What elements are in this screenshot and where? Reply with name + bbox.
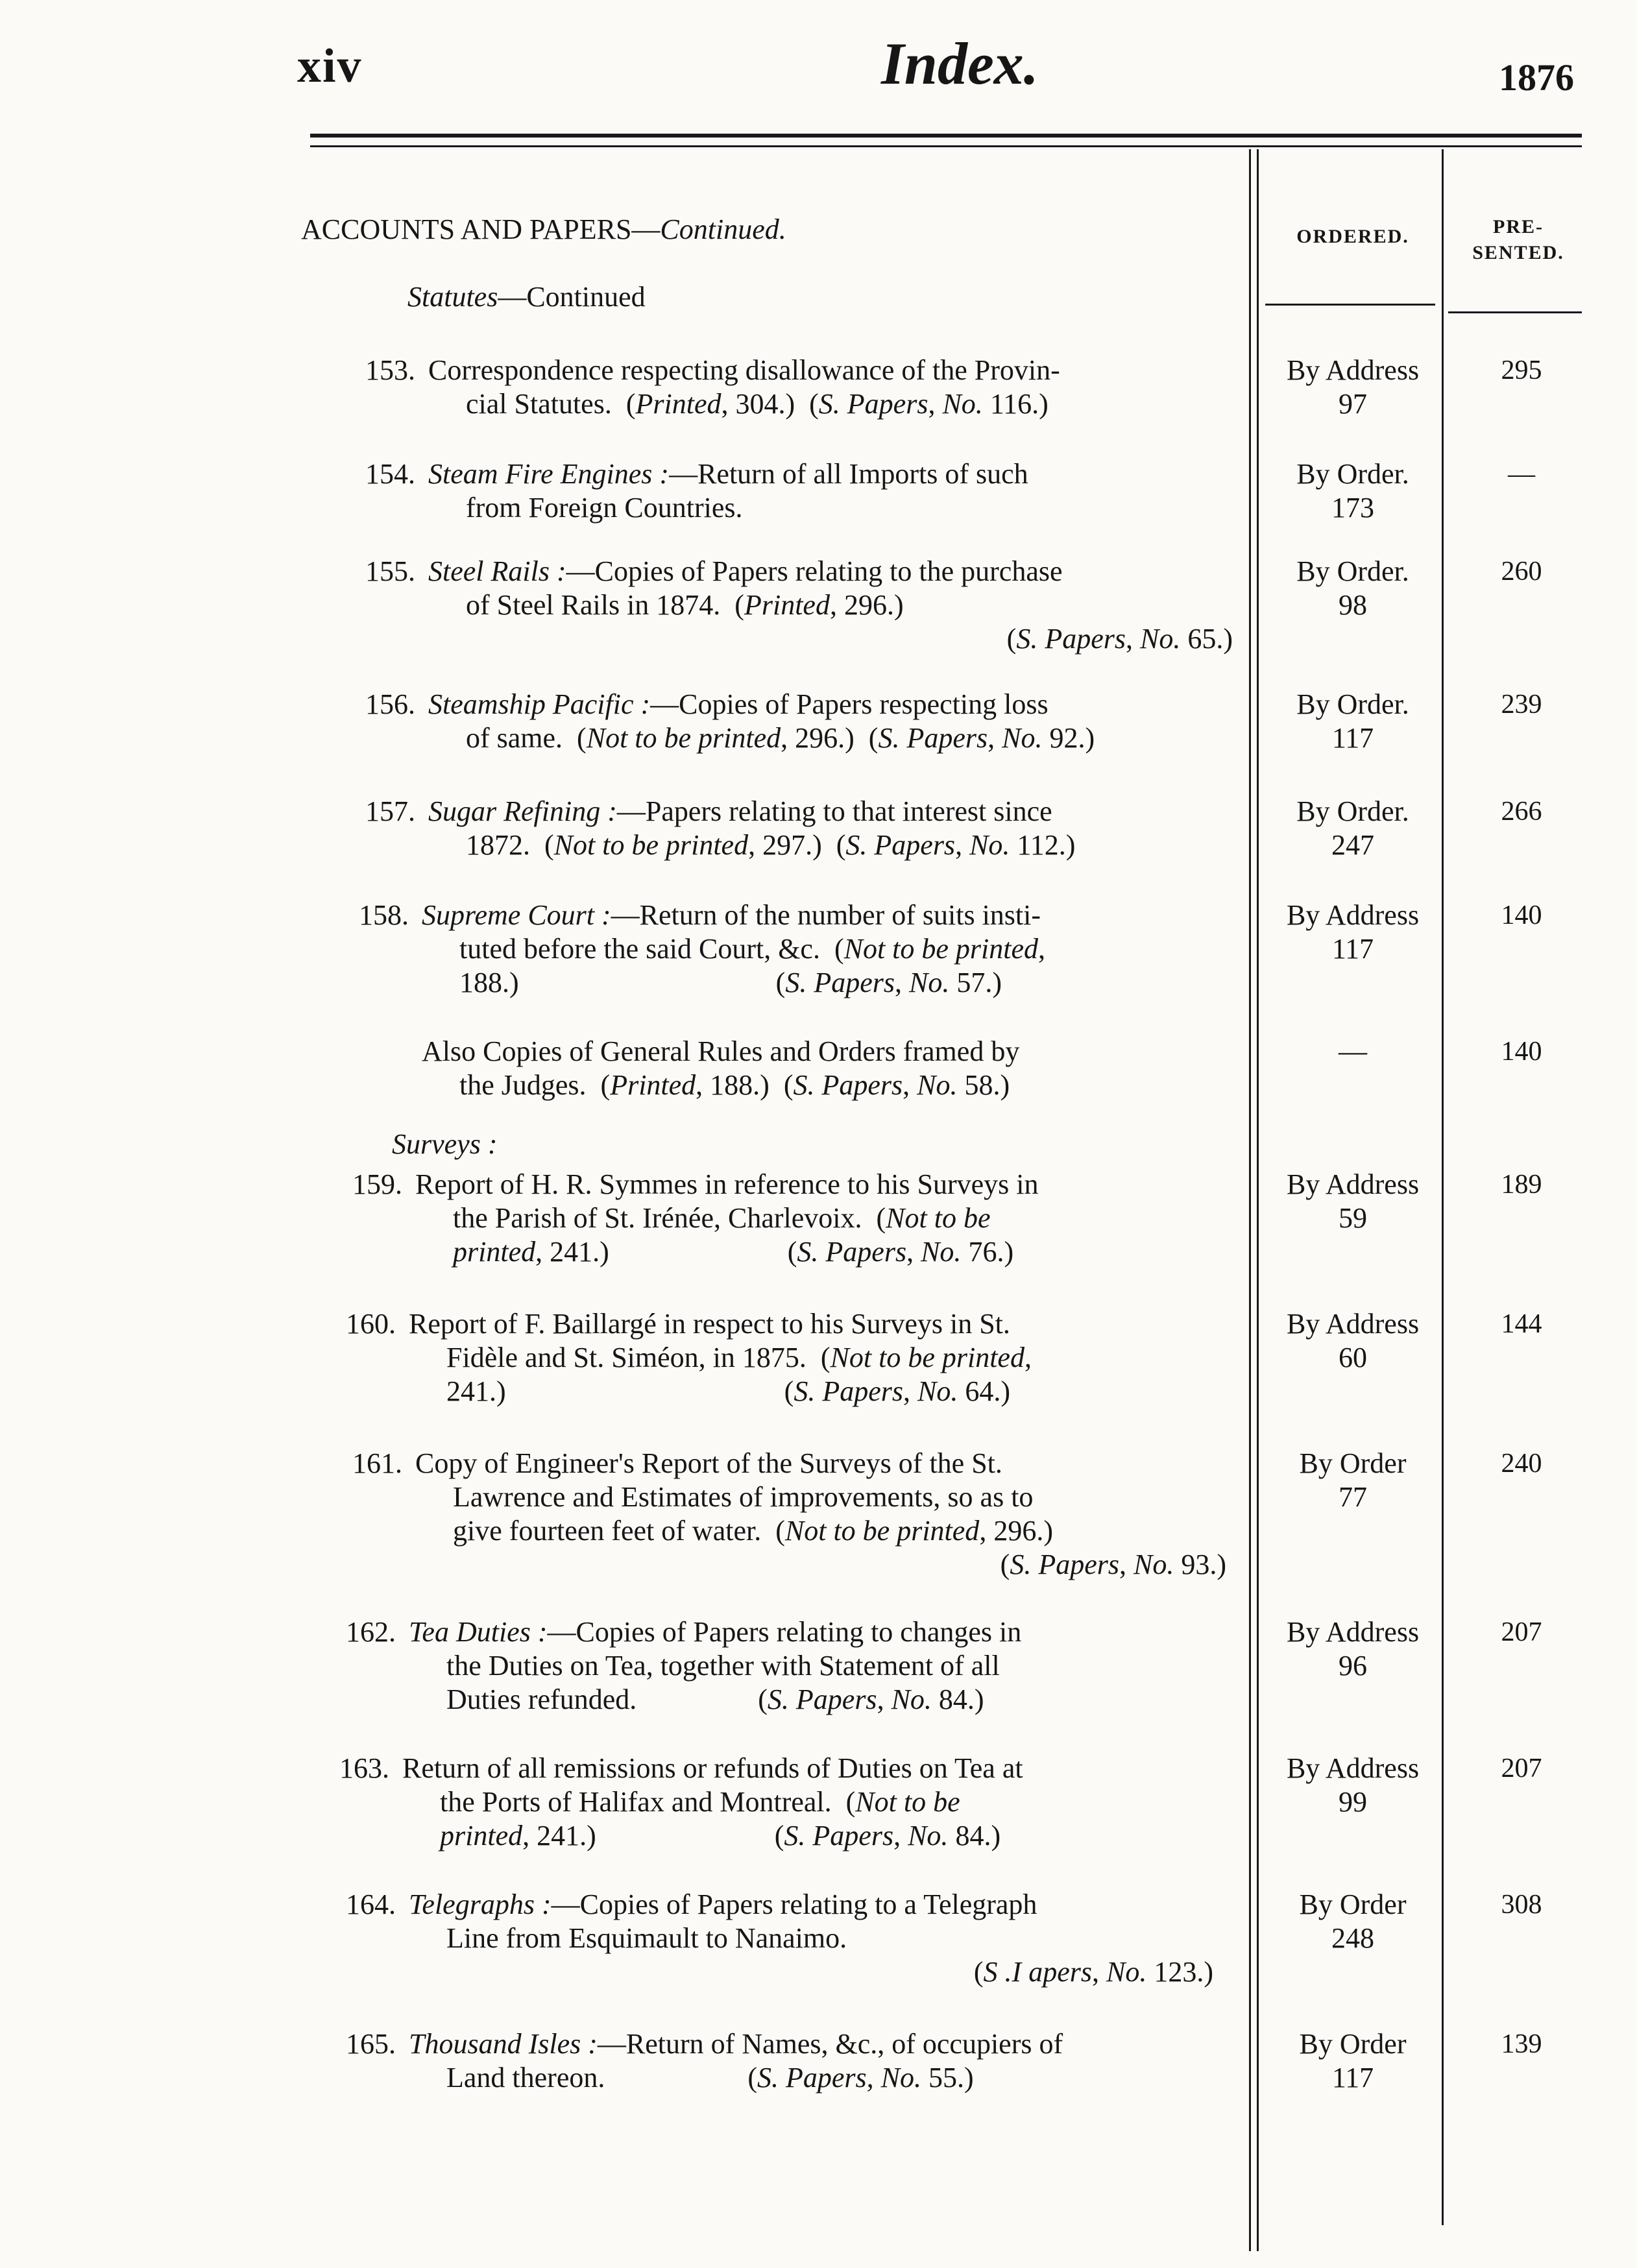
entry-line: Duties refunded. (S. Papers, No. 84.) — [446, 1683, 984, 1715]
ordered-line: By Address — [1286, 1308, 1420, 1340]
entry-number: 159. — [352, 1168, 402, 1200]
entry-line: Copy of Engineer's Report of the Surveys of the St. — [415, 1447, 1002, 1479]
entry-line: Telegraphs :—Copies of Papers relating to a Telegraph — [409, 1888, 1037, 1920]
ordered-value — [1265, 354, 1440, 421]
entry-line: the Duties on Tea, together with Statement of all — [446, 1650, 1000, 1682]
entry-line: from Foreign Countries. — [466, 492, 743, 524]
section-title: ACCOUNTS AND PAPERS— — [301, 213, 661, 245]
ordered-line: 117 — [1331, 722, 1374, 754]
entry-text — [415, 1447, 1226, 1582]
header-rule-thin — [310, 145, 1582, 147]
page-title: Index. — [881, 30, 1039, 97]
ordered-line: 77 — [1339, 1481, 1367, 1513]
ordered-value — [1265, 1168, 1440, 1235]
ordered-value — [1265, 1752, 1440, 1819]
entry-line: Also Copies of General Rules and Orders framed by — [422, 1035, 1020, 1067]
entry-number: 153. — [365, 354, 415, 386]
ordered-value — [1265, 2027, 1440, 2095]
entry-line: 241.) (S. Papers, No. 64.) — [446, 1375, 1010, 1407]
ordered-line: By Address — [1286, 354, 1420, 386]
entry-text — [428, 457, 1233, 525]
entry-line: Supreme Court :—Return of the number of suits insti- — [422, 899, 1041, 931]
entry-number: 165. — [346, 2028, 396, 2060]
ordered-line: 98 — [1339, 589, 1367, 621]
presented-value: 139 — [1501, 2029, 1542, 2059]
entry-number: 154. — [365, 458, 415, 490]
entry-text — [409, 1615, 1220, 1717]
presented-line-1: PRE- — [1493, 216, 1544, 237]
ordered-line: 60 — [1339, 1342, 1367, 1373]
presented-value: 240 — [1501, 1449, 1542, 1478]
entry-line: printed, 241.) (S. Papers, No. 84.) — [440, 1820, 1001, 1852]
entry-line: tuted before the said Court, &c. (Not to be printed, — [459, 933, 1046, 965]
ordered-line: By Order. — [1296, 795, 1409, 827]
ordered-line: 96 — [1339, 1650, 1367, 1682]
ordered-line: 117 — [1331, 933, 1374, 965]
presented-value: 144 — [1501, 1309, 1542, 1339]
presented-header-rule — [1448, 311, 1582, 313]
entry-line: Land thereon. (S. Papers, No. 55.) — [446, 2062, 974, 2093]
ordered-line: 248 — [1331, 1922, 1374, 1954]
entry-text — [428, 555, 1233, 656]
section-heading — [301, 213, 786, 246]
entry-line: the Ports of Halifax and Montreal. (Not to be — [440, 1786, 960, 1818]
entry-line: Report of H. R. Symmes in reference to his Surveys in — [415, 1168, 1039, 1200]
entry-line: cial Statutes. (Printed, 304.) (S. Papers, No. 116.) — [466, 388, 1049, 420]
presented-value: 207 — [1501, 1754, 1542, 1783]
entry-number: 156. — [365, 688, 415, 720]
entry-text — [422, 1035, 1233, 1102]
entry-reference: (S .I apers, No. 123.) — [973, 1956, 1213, 1988]
ordered-value — [1265, 555, 1440, 622]
entry-text — [428, 354, 1233, 421]
ordered-line: 59 — [1339, 1202, 1367, 1234]
ordered-value — [1265, 1615, 1440, 1683]
entry-text — [402, 1752, 1213, 1853]
ordered-value — [1265, 457, 1440, 525]
entry-number: 163. — [339, 1752, 389, 1784]
presented-value: — — [1508, 459, 1535, 489]
ordered-line: By Address — [1286, 1168, 1420, 1200]
entry-text — [428, 795, 1233, 862]
entry-line: of same. (Not to be printed, 296.) (S. Papers, No. 92.) — [466, 722, 1095, 754]
entry-line: Fidèle and St. Siméon, in 1875. (Not to be printed, — [446, 1342, 1032, 1373]
column-header-ordered: ORDERED. — [1296, 226, 1409, 247]
entry-number: 160. — [346, 1308, 396, 1340]
ordered-line: By Order — [1299, 2028, 1407, 2060]
entry-line: Lawrence and Estimates of improvements, so as to — [453, 1481, 1034, 1513]
entry-text — [415, 1168, 1226, 1269]
ordered-line: By Address — [1286, 1616, 1420, 1648]
column-divider-right — [1442, 149, 1444, 2225]
subsection-heading — [407, 280, 646, 313]
ordered-value — [1265, 1035, 1440, 1068]
page-number: xiv — [297, 40, 363, 93]
entry-number: 158. — [359, 899, 409, 931]
presented-value: 239 — [1501, 690, 1542, 719]
ordered-value — [1265, 1888, 1440, 1955]
presented-value: 189 — [1501, 1170, 1542, 1200]
subsection-name: Statutes — [407, 281, 498, 313]
entry-line: the Parish of St. Irénée, Charlevoix. (Not to be — [453, 1202, 991, 1234]
presented-value: 266 — [1501, 797, 1542, 826]
presented-value: 140 — [1501, 1037, 1542, 1067]
entry-line: Thousand Isles :—Return of Names, &c., of occupiers of — [409, 2028, 1063, 2060]
ordered-line: By Address — [1286, 1752, 1420, 1784]
entry-line: Steam Fire Engines :—Return of all Imports of such — [428, 458, 1028, 490]
ordered-line: — — [1339, 1035, 1367, 1067]
ordered-line: 173 — [1331, 492, 1374, 524]
ordered-line: By Order. — [1296, 688, 1409, 720]
presented-value: 295 — [1501, 356, 1542, 385]
ordered-value — [1265, 1307, 1440, 1375]
entry-reference: (S. Papers, No. 65.) — [1006, 623, 1233, 655]
subsection-continued: —Continued — [498, 281, 646, 313]
page-year: 1876 — [1499, 56, 1574, 99]
ordered-value — [1265, 1447, 1440, 1514]
presented-line-2: SENTED. — [1472, 242, 1564, 263]
entry-line: of Steel Rails in 1874. (Printed, 296.) — [466, 589, 904, 621]
entry-text — [428, 688, 1233, 755]
entry-line: Steel Rails :—Copies of Papers relating to the purchase — [428, 555, 1063, 587]
ordered-line: 247 — [1331, 829, 1374, 861]
ordered-line: By Address — [1286, 899, 1420, 931]
column-header-presented — [1450, 214, 1586, 266]
ordered-line: By Order — [1299, 1888, 1407, 1920]
ordered-line: 97 — [1339, 388, 1367, 420]
entry-number: 161. — [352, 1447, 402, 1479]
surveys-heading: Surveys : — [392, 1128, 498, 1160]
ordered-value — [1265, 899, 1440, 966]
entry-line: Tea Duties :—Copies of Papers relating to changes in — [409, 1616, 1022, 1648]
entry-line: 1872. (Not to be printed, 297.) (S. Papers, No. 112.) — [466, 829, 1076, 861]
ordered-line: By Order. — [1296, 458, 1409, 490]
header-rule-thick — [310, 134, 1582, 138]
entry-line: 188.) (S. Papers, No. 57.) — [459, 967, 1002, 998]
ordered-header-rule — [1265, 304, 1435, 306]
entry-line: Report of F. Baillargé in respect to his Surveys in St. — [409, 1308, 1010, 1340]
entry-number: 164. — [346, 1888, 396, 1920]
entry-line: Steamship Pacific :—Copies of Papers respecting loss — [428, 688, 1049, 720]
column-divider-left-a — [1249, 149, 1251, 2251]
section-continued: Continued. — [660, 213, 786, 245]
entry-line: Return of all remissions or refunds of Duties on Tea at — [402, 1752, 1023, 1784]
column-divider-left-b — [1257, 149, 1259, 2251]
presented-value: 207 — [1501, 1617, 1542, 1647]
entry-number: 162. — [346, 1616, 396, 1648]
ordered-line: 117 — [1331, 2062, 1374, 2093]
entry-number: 155. — [365, 555, 415, 587]
ordered-line: 99 — [1339, 1786, 1367, 1818]
ordered-value — [1265, 688, 1440, 755]
entry-number: 157. — [365, 795, 415, 827]
ordered-line: By Order. — [1296, 555, 1409, 587]
entry-line: Sugar Refining :—Papers relating to that interest since — [428, 795, 1052, 827]
entry-line: give fourteen feet of water. (Not to be printed, 296.) — [453, 1515, 1053, 1547]
entry-text — [409, 1888, 1213, 1989]
presented-value: 308 — [1501, 1890, 1542, 1920]
entry-text — [409, 2027, 1213, 2095]
entry-line: Correspondence respecting disallowance of the Provin- — [428, 354, 1060, 386]
ordered-value — [1265, 795, 1440, 862]
presented-value: 140 — [1501, 900, 1542, 930]
entry-line: Line from Esquimault to Nanaimo. — [446, 1922, 847, 1954]
entry-text — [409, 1307, 1226, 1408]
entry-line: the Judges. (Printed, 188.) (S. Papers, No. 58.) — [459, 1069, 1010, 1101]
entry-line: printed, 241.) (S. Papers, No. 76.) — [453, 1236, 1014, 1268]
presented-value: 260 — [1501, 557, 1542, 586]
ordered-line: By Order — [1299, 1447, 1407, 1479]
entry-reference: (S. Papers, No. 93.) — [1000, 1549, 1226, 1580]
entry-text — [422, 899, 1233, 1000]
